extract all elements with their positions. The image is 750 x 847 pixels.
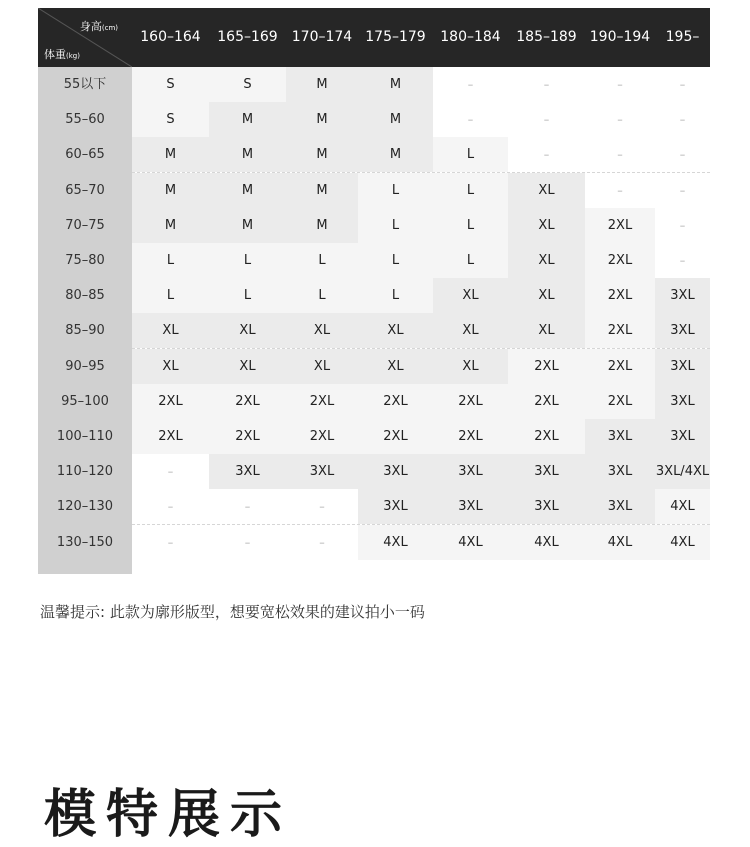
size-cell: XL: [508, 243, 585, 278]
size-cell: L: [209, 243, 286, 278]
size-row: [132, 489, 710, 524]
size-row: [132, 313, 710, 348]
size-row: [132, 384, 710, 419]
size-cell: L: [358, 243, 433, 278]
size-cell: 4XL: [358, 525, 433, 560]
size-cell: 3XL: [655, 313, 710, 348]
weight-cell: 110–120: [56, 464, 114, 480]
size-cell: –: [655, 173, 710, 208]
size-cell: 2XL: [585, 208, 655, 243]
size-cell: 4XL: [655, 525, 710, 560]
size-cell: XL: [508, 173, 585, 208]
size-cell: M: [209, 137, 286, 172]
size-cell: XL: [508, 278, 585, 313]
size-row: [132, 137, 710, 172]
size-cell: 3XL: [209, 454, 286, 489]
size-row: [132, 243, 710, 278]
size-cell: –: [286, 525, 358, 560]
height-header-cell: 175–179: [365, 29, 426, 45]
size-cell: L: [132, 278, 209, 313]
weight-cell: 55–60: [65, 112, 105, 128]
size-cell: 2XL: [585, 349, 655, 384]
size-cell: 3XL: [585, 454, 655, 489]
size-cell: 3XL: [358, 489, 433, 524]
size-cell: M: [132, 173, 209, 208]
height-header-cell: 190–194: [589, 29, 651, 45]
size-cell: M: [132, 208, 209, 243]
size-cell: –: [655, 243, 710, 278]
size-cell: 3XL: [358, 454, 433, 489]
weight-cell: 70–75: [65, 217, 105, 233]
size-cell: XL: [132, 313, 209, 348]
size-cell: –: [655, 102, 710, 137]
size-cell: L: [286, 278, 358, 313]
height-header-cell: 180–184: [440, 29, 501, 45]
weight-cell: 100–110: [56, 429, 114, 444]
weight-cell: 75–80: [65, 253, 105, 268]
size-cell: 3XL: [433, 454, 508, 489]
size-cell: L: [209, 278, 286, 313]
size-cell: –: [585, 173, 655, 208]
size-cell: 2XL: [585, 278, 655, 313]
size-cell: 3XL/4XL: [655, 454, 710, 489]
height-header-cell: 195–: [665, 29, 700, 45]
size-cell: S: [209, 67, 286, 102]
size-cell: –: [132, 454, 209, 489]
size-cell: M: [358, 102, 433, 137]
size-cell: 3XL: [433, 489, 508, 524]
size-row: [132, 525, 710, 560]
weight-cell: 55以下: [63, 77, 107, 92]
size-cell: –: [286, 489, 358, 524]
weight-cell: 95–100: [61, 393, 109, 409]
size-cell: M: [209, 208, 286, 243]
size-cell: 2XL: [585, 313, 655, 348]
size-cell: –: [508, 102, 585, 137]
size-cell: –: [655, 208, 710, 243]
size-cell: 2XL: [132, 384, 209, 419]
size-cell: –: [209, 525, 286, 560]
weight-cell: 85–90: [65, 323, 105, 339]
size-cell: L: [286, 243, 358, 278]
size-cell: XL: [358, 313, 433, 348]
height-axis-label: 身高(cm): [79, 20, 118, 33]
size-row: [132, 102, 710, 137]
height-header-row: [38, 8, 710, 67]
size-cell: S: [132, 102, 209, 137]
size-cell: XL: [433, 313, 508, 348]
size-cell: XL: [209, 349, 286, 384]
chart-corner: [38, 8, 132, 67]
size-cell: L: [433, 243, 508, 278]
size-cell: –: [433, 102, 508, 137]
size-cell: S: [132, 67, 209, 102]
size-cell: M: [286, 137, 358, 172]
size-cell: L: [433, 137, 508, 172]
size-cell: XL: [132, 349, 209, 384]
size-row: [132, 173, 710, 208]
size-cell: 4XL: [655, 489, 710, 524]
size-cell: 2XL: [433, 384, 508, 419]
weight-cell: 120–130: [56, 499, 114, 515]
weight-cell: 90–95: [65, 358, 105, 374]
size-cell: 4XL: [508, 525, 585, 560]
size-cell: L: [132, 243, 209, 278]
size-cell: 3XL: [585, 419, 655, 454]
size-cell: M: [358, 137, 433, 172]
size-cell: L: [358, 208, 433, 243]
size-row: [132, 208, 710, 243]
size-cell: –: [655, 67, 710, 102]
size-row: [132, 278, 710, 313]
size-cell: XL: [433, 278, 508, 313]
size-cell: –: [433, 67, 508, 102]
size-cell: –: [585, 67, 655, 102]
size-cell: 3XL: [585, 489, 655, 524]
size-cell: XL: [358, 349, 433, 384]
size-cell: –: [585, 137, 655, 172]
size-cell: 2XL: [358, 419, 433, 454]
size-cell: 3XL: [655, 384, 710, 419]
weight-column: [38, 67, 132, 574]
size-cell: 4XL: [433, 525, 508, 560]
size-row: [132, 349, 710, 384]
size-row: [132, 454, 710, 489]
size-grid: [38, 67, 710, 574]
height-header-cell: 165–169: [217, 29, 278, 45]
size-cell: XL: [286, 313, 358, 348]
size-cell: L: [358, 278, 433, 313]
size-cell: M: [358, 67, 433, 102]
size-cell: M: [286, 173, 358, 208]
size-cell: XL: [508, 313, 585, 348]
size-cell: 2XL: [286, 384, 358, 419]
height-header-cell: 160–164: [140, 29, 201, 45]
size-cell: M: [286, 208, 358, 243]
size-cell: 2XL: [508, 384, 585, 419]
size-cell: M: [286, 102, 358, 137]
size-cell: 2XL: [508, 419, 585, 454]
size-cell: –: [132, 525, 209, 560]
size-cell: XL: [209, 313, 286, 348]
size-row: [132, 419, 710, 454]
size-cell: 2XL: [585, 384, 655, 419]
size-cell: 2XL: [209, 419, 286, 454]
size-cell: 3XL: [655, 349, 710, 384]
size-cell: M: [209, 173, 286, 208]
size-cell: –: [209, 489, 286, 524]
size-cell: –: [508, 137, 585, 172]
weight-cell: 65–70: [65, 182, 105, 198]
weight-cell: 80–85: [65, 288, 105, 304]
size-cell: XL: [433, 349, 508, 384]
size-cell: M: [286, 67, 358, 102]
section-title: 模特展示: [44, 785, 293, 845]
weight-axis-label: 体重(kg): [44, 48, 80, 61]
size-cell: 2XL: [585, 243, 655, 278]
size-cell: 3XL: [508, 454, 585, 489]
height-header-cell: 170–174: [291, 29, 353, 45]
size-cell: –: [508, 67, 585, 102]
size-cell: 3XL: [508, 489, 585, 524]
height-header-cell: 185–189: [516, 29, 577, 45]
size-cell: 3XL: [655, 278, 710, 313]
size-cell: –: [585, 102, 655, 137]
size-chart: [38, 8, 710, 574]
size-row: [132, 67, 710, 102]
size-cell: 4XL: [585, 525, 655, 560]
size-cell: L: [358, 173, 433, 208]
size-cell: M: [132, 137, 209, 172]
size-cell: 2XL: [132, 419, 209, 454]
size-cell: 3XL: [286, 454, 358, 489]
weight-cell: 130–150: [56, 534, 114, 550]
size-cell: 2XL: [286, 419, 358, 454]
size-cell: 2XL: [508, 349, 585, 384]
size-cell: –: [132, 489, 209, 524]
size-tip: 温馨提示: 此款为廓形版型，想要宽松效果的建议拍小一码: [40, 603, 425, 621]
size-cell: XL: [286, 349, 358, 384]
size-cell: L: [433, 208, 508, 243]
weight-cell: 60–65: [65, 147, 105, 163]
size-cell: XL: [508, 208, 585, 243]
size-cell: 2XL: [358, 384, 433, 419]
size-cell: 3XL: [655, 419, 710, 454]
size-cell: 2XL: [433, 419, 508, 454]
size-cell: 2XL: [209, 384, 286, 419]
size-cell: L: [433, 173, 508, 208]
size-cell: –: [655, 137, 710, 172]
size-cell: M: [209, 102, 286, 137]
